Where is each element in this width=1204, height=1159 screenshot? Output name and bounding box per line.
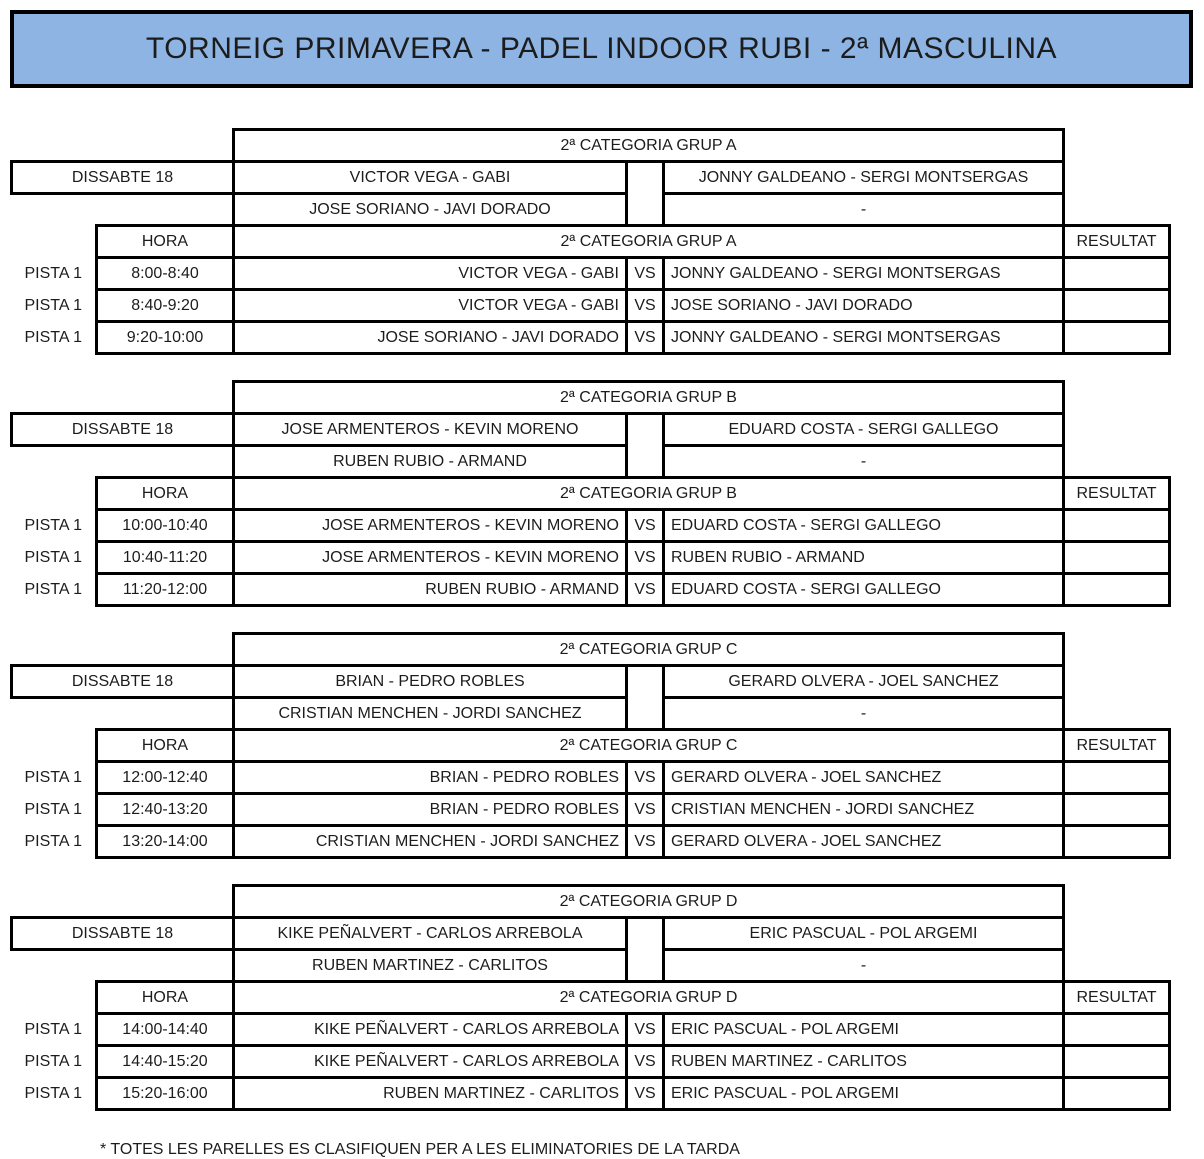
court-label: PISTA 1 (24, 768, 82, 786)
pairing-team-left: JOSE ARMENTEROS - KEVIN MORENO (234, 414, 627, 446)
result-cell (1064, 1014, 1170, 1046)
match-time: 10:40-11:20 (97, 542, 234, 574)
match-team1: VICTOR VEGA - GABI (234, 290, 627, 322)
match-team1: VICTOR VEGA - GABI (234, 258, 627, 290)
match-team2: GERARD OLVERA - JOEL SANCHEZ (664, 826, 1064, 858)
spacer-cell (1064, 414, 1170, 446)
spacer-cell (12, 194, 234, 226)
match-team2: RUBEN RUBIO - ARMAND (664, 542, 1064, 574)
match-team2: JONNY GALDEANO - SERGI MONTSERGAS (664, 258, 1064, 290)
spacer-cell (1064, 382, 1170, 414)
resultat-header: RESULTAT (1064, 478, 1170, 510)
court-label: PISTA 1 (24, 1020, 82, 1038)
vs-label: VS (627, 1014, 664, 1046)
day-label: DISSABTE 18 (12, 666, 234, 698)
match-team1: JOSE ARMENTEROS - KEVIN MORENO (234, 542, 627, 574)
pairing-team-right: - (664, 698, 1064, 730)
spacer-cell (12, 130, 234, 162)
match-team2: CRISTIAN MENCHEN - JORDI SANCHEZ (664, 794, 1064, 826)
match-team1: KIKE PEÑALVERT - CARLOS ARREBOLA (234, 1046, 627, 1078)
match-time: 14:40-15:20 (97, 1046, 234, 1078)
pairing-row (12, 918, 1170, 950)
group-title-row (12, 382, 1170, 414)
schedule-title: 2ª CATEGORIA GRUP B (234, 478, 1064, 510)
pairing-team-right: ERIC PASCUAL - POL ARGEMI (664, 918, 1064, 950)
spacer-cell (12, 634, 234, 666)
pairing-row (12, 194, 1170, 226)
group-c-section (10, 632, 1171, 859)
court-label: PISTA 1 (24, 1052, 82, 1070)
spacer-cell (1064, 886, 1170, 918)
vs-label: VS (627, 510, 664, 542)
vs-label: VS (627, 542, 664, 574)
title-banner (10, 10, 1193, 88)
vs-label: VS (627, 574, 664, 606)
vs-label: VS (627, 1078, 664, 1110)
group-d-section (10, 884, 1171, 1111)
court-label: PISTA 1 (24, 832, 82, 850)
pairing-team-right: JONNY GALDEANO - SERGI MONTSERGAS (664, 162, 1064, 194)
match-row (12, 794, 1170, 826)
match-row (12, 322, 1170, 354)
spacer-cell (1064, 130, 1170, 162)
spacer-cell (12, 478, 97, 510)
result-cell (1064, 826, 1170, 858)
spacer-cell (12, 982, 97, 1014)
spacer-cell (12, 382, 234, 414)
group-title: 2ª CATEGORIA GRUP B (234, 382, 1064, 414)
pairing-team-right: - (664, 194, 1064, 226)
result-cell (1064, 794, 1170, 826)
groups-container (0, 128, 1204, 1111)
match-time: 8:40-9:20 (97, 290, 234, 322)
match-row (12, 1014, 1170, 1046)
match-row (12, 542, 1170, 574)
spacer-cell (12, 950, 234, 982)
match-team2: EDUARD COSTA - SERGI GALLEGO (664, 510, 1064, 542)
pairing-team-left: RUBEN RUBIO - ARMAND (234, 446, 627, 478)
group-title-row (12, 634, 1170, 666)
match-team1: RUBEN RUBIO - ARMAND (234, 574, 627, 606)
pairing-team-right: - (664, 446, 1064, 478)
schedule-header-row (12, 730, 1170, 762)
spacer-cell (12, 698, 234, 730)
spacer-cell (12, 446, 234, 478)
pairing-gap-cell (627, 666, 664, 730)
vs-label: VS (627, 290, 664, 322)
vs-label: VS (627, 258, 664, 290)
court-label: PISTA 1 (24, 296, 82, 314)
spacer-cell (12, 226, 97, 258)
pairing-row (12, 414, 1170, 446)
match-time: 8:00-8:40 (97, 258, 234, 290)
group-title: 2ª CATEGORIA GRUP C (234, 634, 1064, 666)
group-a-section (10, 128, 1171, 355)
match-team1: CRISTIAN MENCHEN - JORDI SANCHEZ (234, 826, 627, 858)
result-cell (1064, 258, 1170, 290)
day-label: DISSABTE 18 (12, 918, 234, 950)
match-team1: BRIAN - PEDRO ROBLES (234, 794, 627, 826)
group-title: 2ª CATEGORIA GRUP D (234, 886, 1064, 918)
spacer-cell (12, 730, 97, 762)
match-team2: ERIC PASCUAL - POL ARGEMI (664, 1078, 1064, 1110)
group-title: 2ª CATEGORIA GRUP A (234, 130, 1064, 162)
match-row (12, 258, 1170, 290)
day-label: DISSABTE 18 (12, 414, 234, 446)
pairing-team-right: GERARD OLVERA - JOEL SANCHEZ (664, 666, 1064, 698)
match-team2: RUBEN MARTINEZ - CARLITOS (664, 1046, 1064, 1078)
schedule-header-row (12, 478, 1170, 510)
hora-header: HORA (97, 982, 234, 1014)
hora-header: HORA (97, 730, 234, 762)
group-b-section (10, 380, 1171, 607)
spacer-cell (1064, 666, 1170, 698)
match-row (12, 826, 1170, 858)
match-team2: EDUARD COSTA - SERGI GALLEGO (664, 574, 1064, 606)
pairing-row (12, 950, 1170, 982)
court-label: PISTA 1 (24, 516, 82, 534)
schedule-title: 2ª CATEGORIA GRUP A (234, 226, 1064, 258)
spacer-cell (1064, 194, 1170, 226)
match-row (12, 1046, 1170, 1078)
pairing-team-left: BRIAN - PEDRO ROBLES (234, 666, 627, 698)
spacer-cell (1064, 634, 1170, 666)
page-title: TORNEIG PRIMAVERA - PADEL INDOOR RUBI - 2ª MASCULINA (145, 32, 1058, 65)
vs-label: VS (627, 1046, 664, 1078)
match-time: 9:20-10:00 (97, 322, 234, 354)
match-time: 13:20-14:00 (97, 826, 234, 858)
pairing-team-left: CRISTIAN MENCHEN - JORDI SANCHEZ (234, 698, 627, 730)
vs-label: VS (627, 826, 664, 858)
group-title-row (12, 886, 1170, 918)
match-team1: KIKE PEÑALVERT - CARLOS ARREBOLA (234, 1014, 627, 1046)
result-cell (1064, 1078, 1170, 1110)
pairing-gap-cell (627, 918, 664, 982)
pairing-team-left: RUBEN MARTINEZ - CARLITOS (234, 950, 627, 982)
spacer-cell (1064, 698, 1170, 730)
court-label: PISTA 1 (24, 800, 82, 818)
result-cell (1064, 574, 1170, 606)
match-row (12, 510, 1170, 542)
spacer-cell (1064, 950, 1170, 982)
resultat-header: RESULTAT (1064, 226, 1170, 258)
match-row (12, 762, 1170, 794)
result-cell (1064, 510, 1170, 542)
court-label: PISTA 1 (24, 548, 82, 566)
vs-label: VS (627, 794, 664, 826)
vs-label: VS (627, 322, 664, 354)
schedule-title: 2ª CATEGORIA GRUP D (234, 982, 1064, 1014)
spacer-cell (1064, 446, 1170, 478)
pairing-team-left: KIKE PEÑALVERT - CARLOS ARREBOLA (234, 918, 627, 950)
match-team1: JOSE SORIANO - JAVI DORADO (234, 322, 627, 354)
pairing-team-left: VICTOR VEGA - GABI (234, 162, 627, 194)
match-team2: JONNY GALDEANO - SERGI MONTSERGAS (664, 322, 1064, 354)
schedule-header-row (12, 226, 1170, 258)
pairing-team-right: - (664, 950, 1064, 982)
result-cell (1064, 1046, 1170, 1078)
tournament-schedule-page (0, 10, 1204, 1158)
result-cell (1064, 290, 1170, 322)
court-label: PISTA 1 (24, 264, 82, 282)
hora-header: HORA (97, 226, 234, 258)
match-time: 15:20-16:00 (97, 1078, 234, 1110)
result-cell (1064, 322, 1170, 354)
match-time: 10:00-10:40 (97, 510, 234, 542)
match-row (12, 574, 1170, 606)
match-team2: ERIC PASCUAL - POL ARGEMI (664, 1014, 1064, 1046)
hora-header: HORA (97, 478, 234, 510)
match-time: 12:00-12:40 (97, 762, 234, 794)
match-row (12, 1078, 1170, 1110)
court-label: PISTA 1 (24, 328, 82, 346)
match-team2: GERARD OLVERA - JOEL SANCHEZ (664, 762, 1064, 794)
resultat-header: RESULTAT (1064, 730, 1170, 762)
match-team1: JOSE ARMENTEROS - KEVIN MORENO (234, 510, 627, 542)
result-cell (1064, 762, 1170, 794)
group-title-row (12, 130, 1170, 162)
pairing-gap-cell (627, 414, 664, 478)
pairing-team-left: JOSE SORIANO - JAVI DORADO (234, 194, 627, 226)
spacer-cell (12, 886, 234, 918)
result-cell (1064, 542, 1170, 574)
match-row (12, 290, 1170, 322)
court-label: PISTA 1 (24, 580, 82, 598)
pairing-row (12, 162, 1170, 194)
schedule-header-row (12, 982, 1170, 1014)
court-label: PISTA 1 (24, 1084, 82, 1102)
pairing-row (12, 666, 1170, 698)
day-label: DISSABTE 18 (12, 162, 234, 194)
vs-label: VS (627, 762, 664, 794)
pairing-team-right: EDUARD COSTA - SERGI GALLEGO (664, 414, 1064, 446)
pairing-gap-cell (627, 162, 664, 226)
schedule-title: 2ª CATEGORIA GRUP C (234, 730, 1064, 762)
pairing-row (12, 698, 1170, 730)
match-time: 11:20-12:00 (97, 574, 234, 606)
footnote: * TOTES LES PARELLES ES CLASIFIQUEN PER A LES ELIMINATORIES DE LA TARDA (100, 1141, 740, 1158)
match-time: 14:00-14:40 (97, 1014, 234, 1046)
resultat-header: RESULTAT (1064, 982, 1170, 1014)
match-time: 12:40-13:20 (97, 794, 234, 826)
match-team1: RUBEN MARTINEZ - CARLITOS (234, 1078, 627, 1110)
spacer-cell (1064, 162, 1170, 194)
match-team1: BRIAN - PEDRO ROBLES (234, 762, 627, 794)
spacer-cell (1064, 918, 1170, 950)
pairing-row (12, 446, 1170, 478)
match-team2: JOSE SORIANO - JAVI DORADO (664, 290, 1064, 322)
